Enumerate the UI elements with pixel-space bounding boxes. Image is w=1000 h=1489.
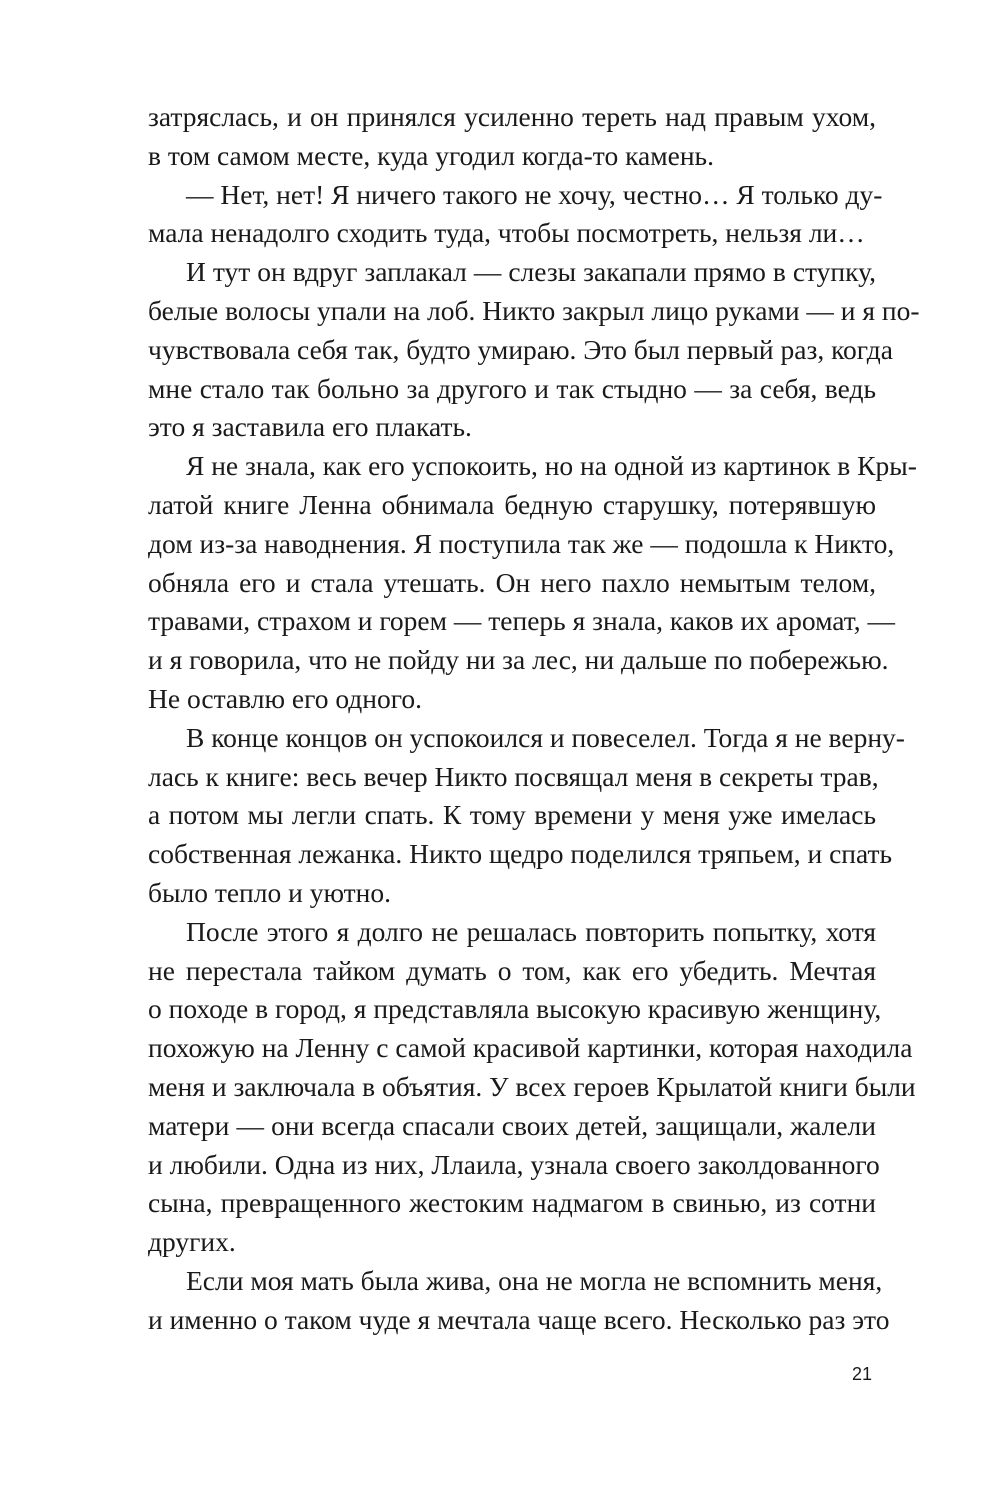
text-line: Не оставлю его одного. [148,682,422,714]
text-line: лась к книге: весь вечер Никто посвящал меня в секреты трав, [148,760,879,792]
text-line: обняла его и стала утешать. Он него пахло немытым телом, [148,566,876,598]
paragraph [148,98,876,176]
text-line: После этого я долго не решалась повторить попытку, хотя [186,915,876,947]
paragraph [148,1262,890,1340]
text-line: травами, страхом и горем — теперь я знала, каков их аромат, — [148,605,895,637]
text-line: латой книге Ленна обнимала бедную старушку, потерявшую [148,488,876,520]
text-line: И тут он вдруг заплакал — слезы закапали прямо в ступку, [186,256,876,288]
text-line: меня и заключала в объятия. У всех героев Крылатой книги были [148,1070,916,1102]
paragraph [148,447,917,719]
text-line: дом из-за наводнения. Я поступила так же — подошла к Никто, [148,527,895,559]
text-line: и именно о таком чуде я мечтала чаще всего. Несколько раз это [148,1303,890,1335]
text-line: в том самом месте, куда угодил когда-то камень. [148,139,714,171]
page-number: 21 [851,1364,872,1384]
text-line: Если моя мать была жива, она не могла не вспомнить меня, [186,1264,883,1296]
text-line: — Нет, нет! Я ничего такого не хочу, честно… Я только ду- [186,178,883,210]
text-line: мне стало так больно за другого и так стыдно — за себя, ведь [148,372,876,404]
text-line: белые волосы упали на лоб. Никто закрыл лицо руками — и я по- [148,294,920,326]
text-line: собственная лежанка. Никто щедро поделился тряпьем, и спать [148,838,893,870]
paragraph [148,176,883,254]
text-line: Я не знала, как его успокоить, но на одной из картинок в Кры- [186,450,917,482]
text-line: о походе в город, я представляла высокую красивую женщину, [148,993,882,1025]
paragraph [148,719,905,913]
text-line: это я заставила его плакать. [148,411,472,443]
paragraph [148,913,916,1262]
text-line: затряслась, и он принялся усиленно тереть над правым ухом, [148,101,876,132]
text-line: сына, превращенного жестоким надмагом в свинью, из сотни [148,1187,876,1219]
text-line: похожую на Ленну с самой красивой картинки, которая находила [148,1032,913,1064]
text-line: чувствовала себя так, будто умираю. Это был первый раз, когда [148,333,893,365]
text-line: матери — они всегда спасали своих детей, защищали, жалели [148,1109,876,1141]
text-line: а потом мы легли спать. К тому времени у меня уже имелась [148,799,876,831]
text-line: других. [148,1226,236,1258]
text-line: мала ненадолго сходить туда, чтобы посмотреть, нельзя ли… [148,217,865,249]
body-text [148,98,920,1340]
text-line: В конце концов он успокоился и повеселел. Тогда я не верну- [186,721,905,753]
text-line: и я говорила, что не пойду ни за лес, ни дальше по побережью. [148,644,889,676]
paragraph [148,253,920,447]
text-line: было тепло и уютно. [148,876,391,908]
text-line: не перестала тайком думать о том, как его убедить. Мечтая [148,954,876,986]
text-line: и любили. Одна из них, Ллаила, узнала своего заколдованного [148,1148,880,1180]
